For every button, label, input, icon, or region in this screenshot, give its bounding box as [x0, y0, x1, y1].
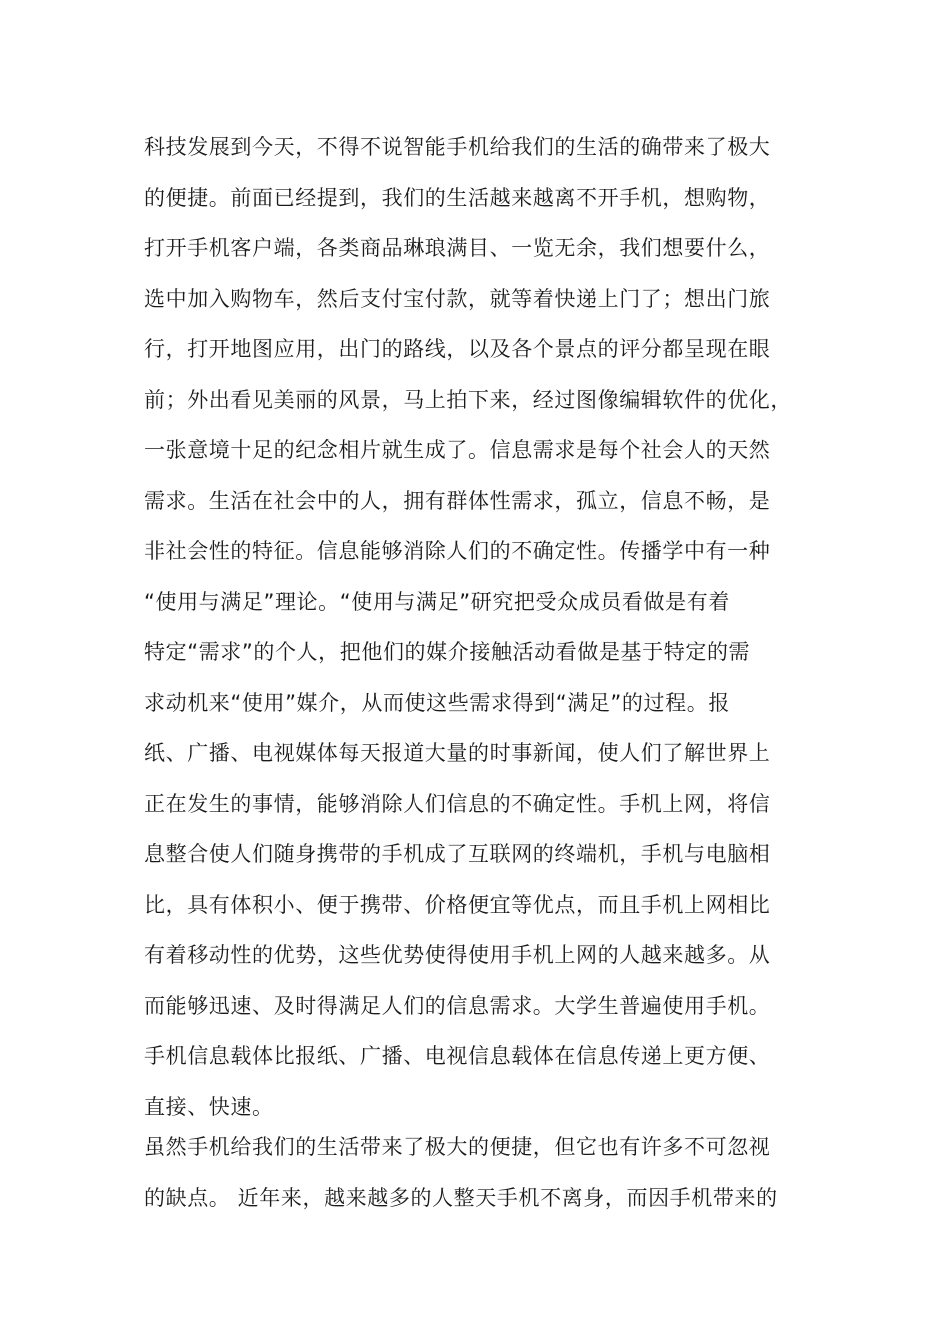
text-line: 正在发生的事情，能够消除人们信息的不确定性。手机上网，将信: [144, 791, 771, 816]
text-line: 虽然手机给我们的生活带来了极大的便捷，但它也有许多不可忽视: [144, 1135, 771, 1159]
paragraph-2: [144, 1122, 814, 1223]
text-line: 选中加入购物车，然后支付宝付款，就等着快递上门了；想出门旅: [144, 286, 771, 311]
text-line: 的缺点。 近年来，越来越多的人整天手机不离身，而因手机带来的: [144, 1185, 778, 1210]
text-line: 非社会性的特征。信息能够消除人们的不确定性。传播学中有一种: [144, 539, 771, 563]
text-line: 需求。生活在社会中的人，拥有群体性需求，孤立，信息不畅，是: [144, 488, 771, 513]
text-line: 求动机来“使用”媒介，从而使这些需求得到“满足”的过程。报: [144, 690, 730, 715]
text-line: 的便捷。前面已经提到，我们的生活越来越离不开手机，想购物，: [144, 185, 771, 210]
text-line: 有着移动性的优势，这些优势使得使用手机上网的人越来越多。从: [144, 943, 771, 967]
text-line: 而能够迅速、及时得满足人们的信息需求。大学生普遍使用手机。: [144, 993, 771, 1018]
text-line: 比，具有体积小、便于携带、价格便宜等优点，而且手机上网相比: [144, 892, 771, 917]
text-line: 息整合使人们随身携带的手机成了互联网的终端机，手机与电脑相: [144, 842, 771, 866]
text-line: 直接、快速。: [144, 1094, 274, 1119]
text-line: 手机信息载体比报纸、广播、电视信息载体在信息传递上更方便、: [144, 1044, 771, 1068]
paragraph-1: [144, 122, 814, 1132]
text-line: 一张意境十足的纪念相片就生成了。信息需求是每个社会人的天然: [144, 438, 771, 462]
text-line: 打开手机客户端，各类商品琳琅满目、一览无余，我们想要什么，: [144, 236, 771, 260]
text-line: 科技发展到今天，不得不说智能手机给我们的生活的确带来了极大: [144, 135, 771, 159]
text-line: 行，打开地图应用，出门的路线，以及各个景点的评分都呈现在眼: [144, 337, 771, 361]
text-line: 前；外出看见美丽的风景，马上拍下来，经过图像编辑软件的优化，: [144, 387, 792, 412]
text-line: “使用与满足”理论。“使用与满足”研究把受众成员看做是有着: [144, 589, 730, 614]
text-line: 特定“需求”的个人，把他们的媒介接触活动看做是基于特定的需: [144, 640, 751, 664]
text-line: 纸、广播、电视媒体每天报道大量的时事新闻，使人们了解世界上: [144, 741, 771, 765]
